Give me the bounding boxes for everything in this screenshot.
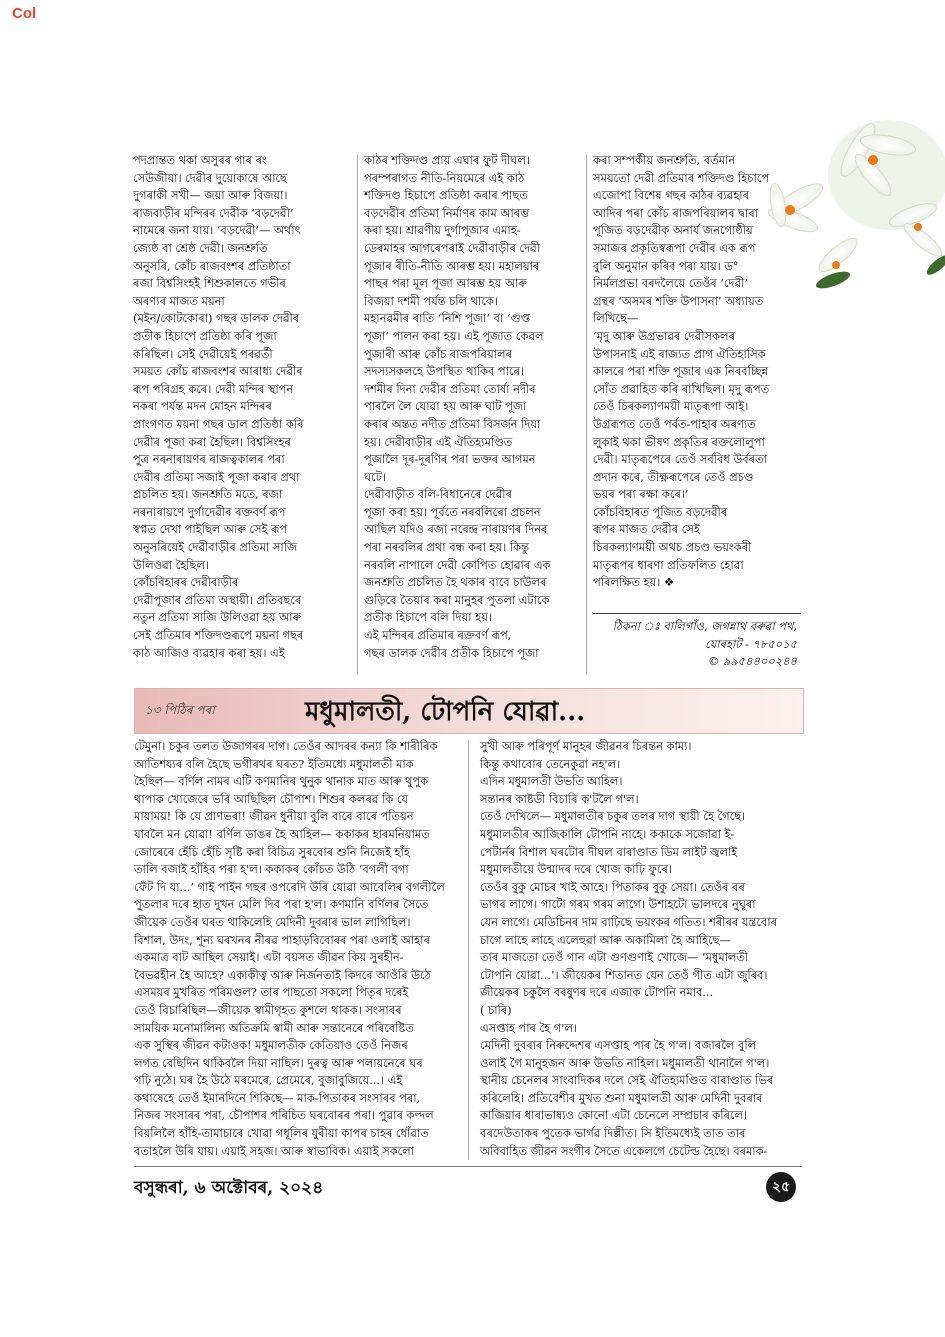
address-divider [593, 613, 801, 614]
author-address: ঠিকনা ঃ বালিগাঁও, জগন্নাথ বৰুৱা পথ, যোৰহাট - ৭৮৫০১৫ © ৯৯৫৪৪০০২৪৪ [612, 619, 797, 669]
article-column-1: পদপ্ৰান্তত থকা অসুৰৰ গাৰ ৰং সেউজীয়া। দেৱীৰ দুয়োকাষে আছে দুগৰাকী সখী— জয়া আৰু বিজয়া। ৰাজবাড়ীৰ মন্দিৰৰ দেৱীক ‘বড়দেৱী’ নামেৰে জনা যায়। ‘বড়দেৱী’— অৰ্থাৎ জ্যেষ্ঠ বা শ্ৰেষ্ঠ দেৱী। জনশ্ৰুতি অনুসৰি, কোঁচ ৰাজবংশৰ প্ৰতিষ্ঠাতা ৰজা বিশ্বসিংহই শিশুকালতে গভীৰ অৰণ্যৰ মাজত ময়না (মইন/কোটকোৰা) গছৰ ডালক দেৱীৰ প্ৰতীক হিচাপে প্ৰতিষ্ঠা কৰি পূজা কৰিছিল। সেই দেৱীয়েই পৰৱৰ্তী সময়ত কোঁচ ৰাজবংশৰ আৰাধ্য দেৱীৰ ৰূপ পৰিগ্ৰহ কৰে। দেৱী মন্দিৰ স্থাপন নকৰা পৰ্যন্ত মদন মোহন মন্দিৰৰ প্ৰাংগণত ময়না গছৰ ডাল প্ৰতিষ্ঠা কৰি দেৱীৰ পূজা কৰা হৈছিল। বিশ্বসিংহৰ পুত্ৰ নৰনাৰায়ণৰ ৰাজত্বকালৰ পৰা দেৱীৰ প্ৰতিমা সজাই পূজা কৰাৰ প্ৰথা প্ৰচলিত হয়। জনশ্ৰুতি মতে, ৰজা নৰনাৰায়ণে দুৰ্গাদেৱীৰ ৰক্তবৰ্ণ ৰূপ স্বপ্নত দেখা পাইছিল আৰু সেই ৰূপ অনুসৰিয়েই দেৱীবাড়ীৰ প্ৰতিমা সাজি উলিওৱা হৈছিল। কোঁচবিহাৰৰ দেৱীবাড়ীৰ দেৱীপূজাৰ প্ৰতিমা অস্থায়ী। প্ৰতিবছৰে নতুন প্ৰতিমা সাজি উলিওৱা হয় আৰু সেই প্ৰতিমাৰ শক্তিদণ্ডৰূপে ময়না গছৰ কাঠ আজিও ব্যৱহাৰ কৰা হয়। এই [133, 153, 304, 660]
footer-masthead: বসুন্ধৰা, ৬ অক্টোবৰ, ২০২৪ [134, 1178, 324, 1198]
corner-tag: Col [12, 5, 37, 22]
column-divider [468, 740, 469, 1160]
page-number: ২৫ [766, 1172, 796, 1202]
story-column-2: সুখী আৰু পৰিপূৰ্ণ মানুহৰ জীৱনৰ চিৰন্তন কাম্য। কিন্তু কথাবোৰ তেনেকুৱা নহ'ল। এদিন মধুমালতী উভতি আহিল। সন্তানৰ কাষ্টডী বিচাৰি ক'টলৈ গ'ল। তেওঁ দেখিলে— মধুমালতীৰ চকুৰ তলৰ দাগ স্থায়ী হৈ গৈছে। মধুমালতীৰ আজিকালি টোপনি নাহে। ককাকে সজোৱা ই- পেটাৰ্নৰ বিশাল ঘৰটোৰ দীঘল বাৰাণ্ডাত ডিম লাইট জ্বলাই মধুমালতীয়ে উন্মাদৰ দৰে খোজ কাঢ়ি ফুৰে। তেওঁৰ বুকু মোচৰ খাই আহে। পিতাকৰ বুকু সেয়া। তেওঁৰ বৰ ভাগৰ লাগে। গাটো গৰম গৰম লাগে। উশাহটো ভালদৰে নুঘূৰা যেন লাগে। মেডিচিনৰ দাম বাঢ়িছে ভয়ংকৰ গতিত। শৰীৰৰ যন্ত্ৰবোৰ চাগে লাহে লাহে এলেহুৱা আৰু অকামিলা হৈ আহিছে— তাৰ মাজতো তেওঁ গান এটা গুণগুণাই খোজে— ‘মধুমালতী টোপনি যোৱা...’। জীয়েকৰ শিতানত যেন তেওঁ গীত এটা জুৰিব। জীয়েকৰ চকুলৈ বৰষুণৰ দৰে এজাক টোপনি নমাব... ( চাৰি) এসপ্তাহ পাৰ হৈ গ'ল। মেদিনী দুবৰাৰ নিৰুদ্দেশৰ এসপ্তাহ পাৰ হৈ গ'ল। বজাৰলৈ বুলি ওলাই গৈ মানুহজন আৰু উভতি নাহিল। মধুমালতী থানালৈ গ'ল। স্থানীয় চেনেলৰ সাংবাদিকৰ দলে সেই ঐতিহ্যমণ্ডিত বাৰাণ্ডাত ভিৰ কৰিলেহি। প্ৰতিবেশীৰ মুখত শুনা মধুমালতী আৰু মেদিনী দুবৰাৰ কাজিয়াৰ ধাৰাভাষ্যও কোনো এটা চেনেলে সম্প্ৰচাৰ কৰিলে। বৰদেউতাকৰ পুতেক ভাৰ্গৱ দিল্লীত। সি ইতিমধ্যেই তাত তাৰ অবিবাহিত জীৱন সংগীৰ সৈতে একেলগে চেটেল্ড হৈছে। বৰমাক- [480, 739, 777, 1158]
story-title: মধুমালতী, টোপনি যোৱা... [305, 697, 586, 727]
article-column-2: কাঠৰ শক্তিদণ্ড প্ৰায় এঘাৰ ফুট দীঘল। পৰম্পৰাগত নীতি-নিয়মেৰে এই কাঠ শক্তিদণ্ড হিচাপে প্ৰতিষ্ঠা কৰাৰ পাছত বড়দেৱীৰ প্ৰতিমা নিৰ্মাণৰ কাম আৰম্ভ কৰা হয়। শ্ৰাৱণীয় দুৰ্গাপূজাৰ এমাহ- ডেৰমাহৰ আগৰেপৰাই দেৱীবাড়ীৰ দেৱী পূজাৰ ৰীতি-নীতি আৰম্ভ হয়। মহালয়াৰ পাছৰ পৰা মূল পূজা আৰম্ভ হয় আৰু বিজয়া দশমী পৰ্যন্ত চলি থাকে। মহানৱমীৰ ৰাতি ‘নিশি পূজা’ বা ‘গুপ্ত পূজা’ পালন কৰা হয়। এই পূজাত কেৱল পুজাৰী আৰু কোঁচ ৰাজপৰিয়ালৰ সদস্যসকলহে উপস্থিত থাকিব পাৰে। দশমীৰ দিনা দেৱীৰ প্ৰতিমা তোৰ্ষা নদীৰ পাৰলৈ লৈ যোৱা হয় আৰু ঘাট পূজা কৰাৰ অন্তত নদীত প্ৰতিমা বিসৰ্জন দিয়া হয়। দেৱীবাড়ীৰ এই ঐতিহ্যমণ্ডিত পূজালৈ দূৰ-দূৰণিৰ পৰা ভক্তৰ আগমন ঘটে। দেৱীবাড়ীত বলি-বিধানেৰে দেৱীৰ পূজা কৰা হয়। পূৰ্বতে নৰবলিৰো প্ৰচলন আছিল যদিও ৰজা নৰেন্দ্ৰ নাৰায়ণৰ দিনৰ পৰা নৰবলিৰ প্ৰথা বন্ধ কৰা হয়। কিন্তু নৰবলি নাপালে দেৱী কোপিত হোৱাৰ এক জনশ্ৰুতি প্ৰচলিত হৈ থকাৰ বাবে চাউলৰ গুড়িৰে তৈয়াৰ কৰা মানুহৰ পুতলা এটাকে প্ৰতীক হিচাপে বলি দিয়া হয়। এই মন্দিৰৰ প্ৰতিমাৰ ৰক্তবৰ্ণ ৰূপ, গছৰ ডালক দেৱীৰ প্ৰতীক হিচাপে পূজা [364, 153, 551, 660]
story-column-1: টেমুনা। চকুৰ তলত উজাগৰৰ দাগ। তেওঁৰ আদৰৰ কন্যা কি শাৰীৰিক আতিশয্যৰ বলি হৈছে ভগীৰথৰ ঘৰত? ইতিমধ্যে মধুমালতী মাক হৈছিল— বৰ্ণিল নামৰ এটি কণমানিৰ থুনুক থানাক মাত আৰু থুপুক থাপাক খোজেৰে ভৰি আছিছিল চৌপাশ। শিশুৰ কলৰৱ কি যে মায়াময়! কি যে প্ৰাণভৰা! জীৱন ধুনীয়া বুলি বাৰে বাৰে পতিয়ন যাবলৈ মন যোৱা! বৰ্ণিল ডাঙৰ হৈ আহিল— ককাকৰ হাৰমনিয়ামত জোৰেৰে হেঁচি হেঁচি সৃষ্টি কৰা বিচিত্ৰ সুৰবোৰ শুনি নিজেই হাঁহ তালি বজাই হাঁহিব পৰা হ'ল। ককাকৰ কোঁচত উঠি ‘বগলী বগা ফেঁট দি যা...’ গাই পাইন গছৰ ওপৰেদি উৰি যোৱা আবেলিৰ বগলীলৈ পুতলাৰ দৰে হাত দুখন মেলি দিব পৰা হ'ল। কণমানি বৰ্ণিলৰ সৈতে জীয়েক তেওঁৰ ঘৰত থাকিলেহি মেদিনী দুবৰাৰ ভাল লাগিছিল। বিশাল, উদং, শূন্য ঘৰখনৰ নীৰৱ পাহাড়বিবোৰৰ পৰা ওলাই আহাৰ একমাত্ৰ বাট আছিল সেয়াই। এটা বয়সত জীৱন কিয় সুৰহীন- বৈভৱহীন হৈ আহে? একাকীত্ব আৰু নিৰ্জনতাই কিদৰে আওঁৰি উঠে এসময়ৰ মুখৰিত পৰিমণ্ডল? তাৰ পাছতো সকলো পিতৃৰ দৰেই তেওঁ বিচাৰিছিল—জীয়েক স্বামীগৃহত কুশলে থাকক। সংসাৰৰ সাময়িক মনোমালিন্য অতিক্ৰমি স্বামী আৰু সন্তানেৰে পৰিবেষ্টিত এক সুস্থিৰ জীৱন কটাওক! মধুমালতীক কেতিয়াও তেওঁ নিজৰ লগত বেছিদিন থাকিবলৈ দিয়া নাছিল। দুৰত্ব আৰু পলায়নেৰে ঘৰ গঢ়ি নুঠে। ঘৰ হৈ উঠে মৰমেৰে, প্ৰেমেৰে, বুজাবুজিয়ে...। এই কথাষেহে তেওঁ ইমানদিনে শিকিছে— মাক-পিতাকৰ সংসাৰৰ পৰা, নিজৰ সংসাৰৰ পৰা, চৌপাশৰ পৰিচিত ঘৰবোৰৰ পৰা। পুৱাৰ কল্দল বিয়লিলৈ হাঁহি-তামাচাৰে খোৱা গধূলিৰ যুৰীয়া কাপৰ চাহৰ ধোঁৱাত বতাহলৈ উৰি যায়। এয়াই সহজ। আৰু স্বাভাবিক। এয়াই সকলো [134, 739, 445, 1158]
column-divider [586, 155, 587, 675]
story-banner [134, 688, 804, 734]
article-column-3: কৰা সম্পৰ্কীয় জনশ্ৰুতি, বৰ্তমান সময়তো দেৱী প্ৰতিমাৰ শক্তিদণ্ড হিচাপে এজোপা বিশেষ গছৰ কাঠৰ ব্যৱহাৰ আদিৰ পৰা কোঁচ ৰাজপৰিয়ালৰ দ্বাৰা পূজিত বড়দেৱীক অনাৰ্য জনগোষ্ঠীয় সমাজৰ প্ৰকৃতিস্বৰূপা দেৱীৰ এক ৰূপ বুলি অনুমান কৰিব পৰা যায়। ড° নিৰ্মলপ্ৰভা বৰদলৈয়ে তেওঁৰ ‘দেৱী’ গ্ৰন্থৰ ‘অসমৰ শক্তি উপাসনা’ অধ্যায়ত লিখিছে— ‘মৃদু আৰু উগ্ৰভাৱৰ দেৱীসকলৰ উপাসনাই এই ৰাজ্যত প্ৰাগ ঐতিহাসিক কালৰে পৰা শক্তি পূজাৰ এক নিৰবচ্ছিন্ন সোঁত প্ৰৱাহিত কৰি ৰাখিছিল। মৃদু ৰূপত তেওঁ চিৰকল্যাণময়ী মাতৃৰূপা আই। উগ্ৰৰূপত তেওঁ পৰ্বত-পাহাৰ অৰণ্যত লুকাই থকা ভীষণ প্ৰকৃতিৰ ৰক্তলোলুপা দেৱী। মাতৃৰূপেৰে তেওঁ সৰ্ববিধ উৰ্বৰতা প্ৰদান কৰে, তীক্ষ্ণৰূপেৰে তেওঁ প্ৰচণ্ড ভয়ৰ পৰা ৰক্ষা কৰে।’ কোঁচবিহাৰত পূজিত বড়দেৱীৰ ৰূপৰ মাজত দেৱীৰ সেই চিৰকল্যাণময়ী অথচ প্ৰচণ্ড ভয়ংকৰী মাতৃৰূপৰ ধাৰণা প্ৰতিফলিত হোৱা পৰিলক্ষিত হয়। ❖ [593, 153, 770, 590]
continued-from-label: ১৩ পিঠিৰ পৰা [145, 703, 215, 717]
column-divider [357, 155, 358, 675]
footer-divider [134, 1166, 802, 1167]
